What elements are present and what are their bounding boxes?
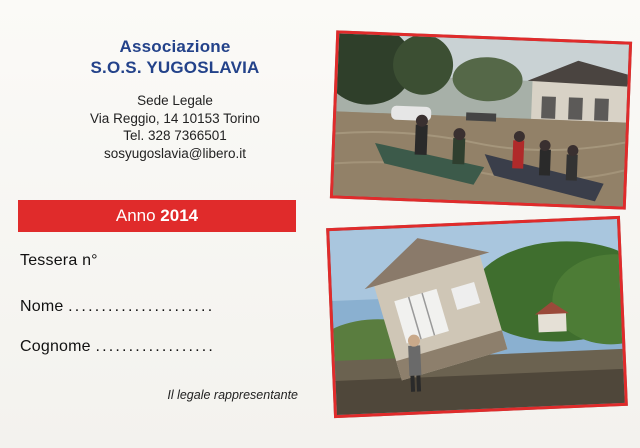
organization-line1: Associazione [119, 37, 231, 56]
flood-photo-image [333, 33, 629, 206]
organization-name [60, 36, 290, 78]
collapsed-house-photo [326, 216, 628, 418]
year-banner [18, 200, 296, 232]
year-value: 2014 [160, 206, 199, 225]
cognome-label: Cognome [20, 338, 91, 355]
cognome-field [20, 338, 215, 356]
tessera-label: Tessera n° [20, 252, 98, 269]
nome-dots: ...................... [68, 298, 215, 315]
cognome-dots: .................. [95, 338, 216, 355]
address-block [60, 92, 290, 162]
flood-photo [330, 30, 632, 209]
address-email: sosyugoslavia@libero.it [103, 145, 247, 161]
nome-label: Nome [20, 298, 64, 315]
address-title: Sede Legale [137, 93, 213, 108]
collapsed-house-photo-image [329, 219, 624, 415]
address-phone: Tel. 328 7366501 [123, 128, 227, 143]
address-street: Via Reggio, 14 10153 Torino [90, 110, 260, 126]
tessera-field [20, 252, 98, 270]
year-label: Anno [115, 206, 156, 225]
nome-field [20, 298, 214, 316]
signature-caption: Il legale rappresentante [167, 388, 298, 402]
organization-line2: S.O.S. YUGOSLAVIA [90, 58, 260, 77]
